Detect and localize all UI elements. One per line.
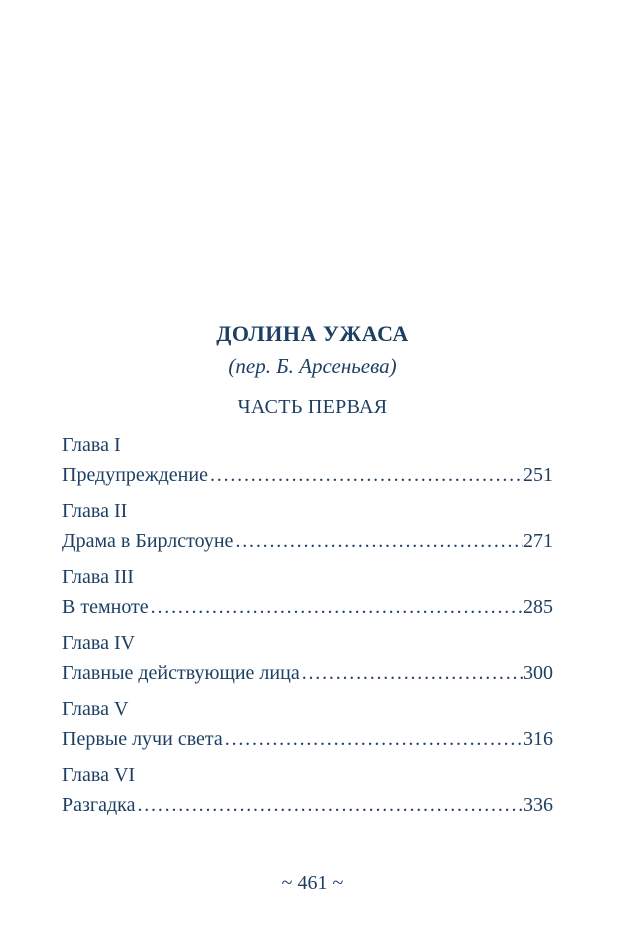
toc-entry bbox=[62, 628, 553, 694]
chapter-name: Предупреждение bbox=[62, 464, 208, 486]
page-number: 285 bbox=[523, 596, 553, 618]
dot-leader bbox=[208, 460, 523, 490]
chapter-label: Глава IV bbox=[62, 632, 136, 654]
chapter-label: Глава I bbox=[62, 434, 121, 456]
toc-entry bbox=[62, 496, 553, 562]
toc-line[interactable] bbox=[62, 790, 553, 820]
part-heading: ЧАСТЬ ПЕРВАЯ bbox=[237, 396, 388, 418]
toc-entry bbox=[62, 760, 553, 826]
chapter-name: Главные действующие лица bbox=[62, 662, 300, 684]
page-number: 251 bbox=[523, 464, 553, 486]
dot-leader bbox=[149, 592, 523, 622]
section-title: ДОЛИНА УЖАСА bbox=[216, 321, 409, 346]
dot-leader bbox=[223, 724, 523, 754]
chapter-label: Глава III bbox=[62, 566, 134, 588]
page-number: 300 bbox=[523, 662, 553, 684]
toc-line[interactable] bbox=[62, 724, 553, 754]
page-number: 271 bbox=[523, 530, 553, 552]
page-folio: ~ 461 ~ bbox=[281, 872, 344, 894]
dot-leader bbox=[233, 526, 523, 556]
page-number: 316 bbox=[523, 728, 553, 750]
chapter-name: В темноте bbox=[62, 596, 149, 618]
toc-line[interactable] bbox=[62, 592, 553, 622]
page-number: 336 bbox=[523, 794, 553, 816]
translator-note: (пер. Б. Арсеньева) bbox=[228, 354, 397, 378]
chapter-label: Глава VI bbox=[62, 764, 136, 786]
chapter-name: Первые лучи света bbox=[62, 728, 223, 750]
toc-entry bbox=[62, 694, 553, 760]
toc-line[interactable] bbox=[62, 658, 553, 688]
toc-entry bbox=[62, 562, 553, 628]
toc-line[interactable] bbox=[62, 526, 553, 556]
chapter-name: Драма в Бирлстоуне bbox=[62, 530, 234, 552]
chapter-label: Глава V bbox=[62, 698, 129, 720]
dot-leader bbox=[135, 790, 523, 820]
toc-line[interactable] bbox=[62, 460, 553, 490]
dot-leader bbox=[300, 658, 523, 688]
chapter-label: Глава II bbox=[62, 500, 128, 522]
table-of-contents bbox=[62, 430, 553, 826]
chapter-name: Разгадка bbox=[62, 794, 136, 816]
toc-entry bbox=[62, 430, 553, 496]
